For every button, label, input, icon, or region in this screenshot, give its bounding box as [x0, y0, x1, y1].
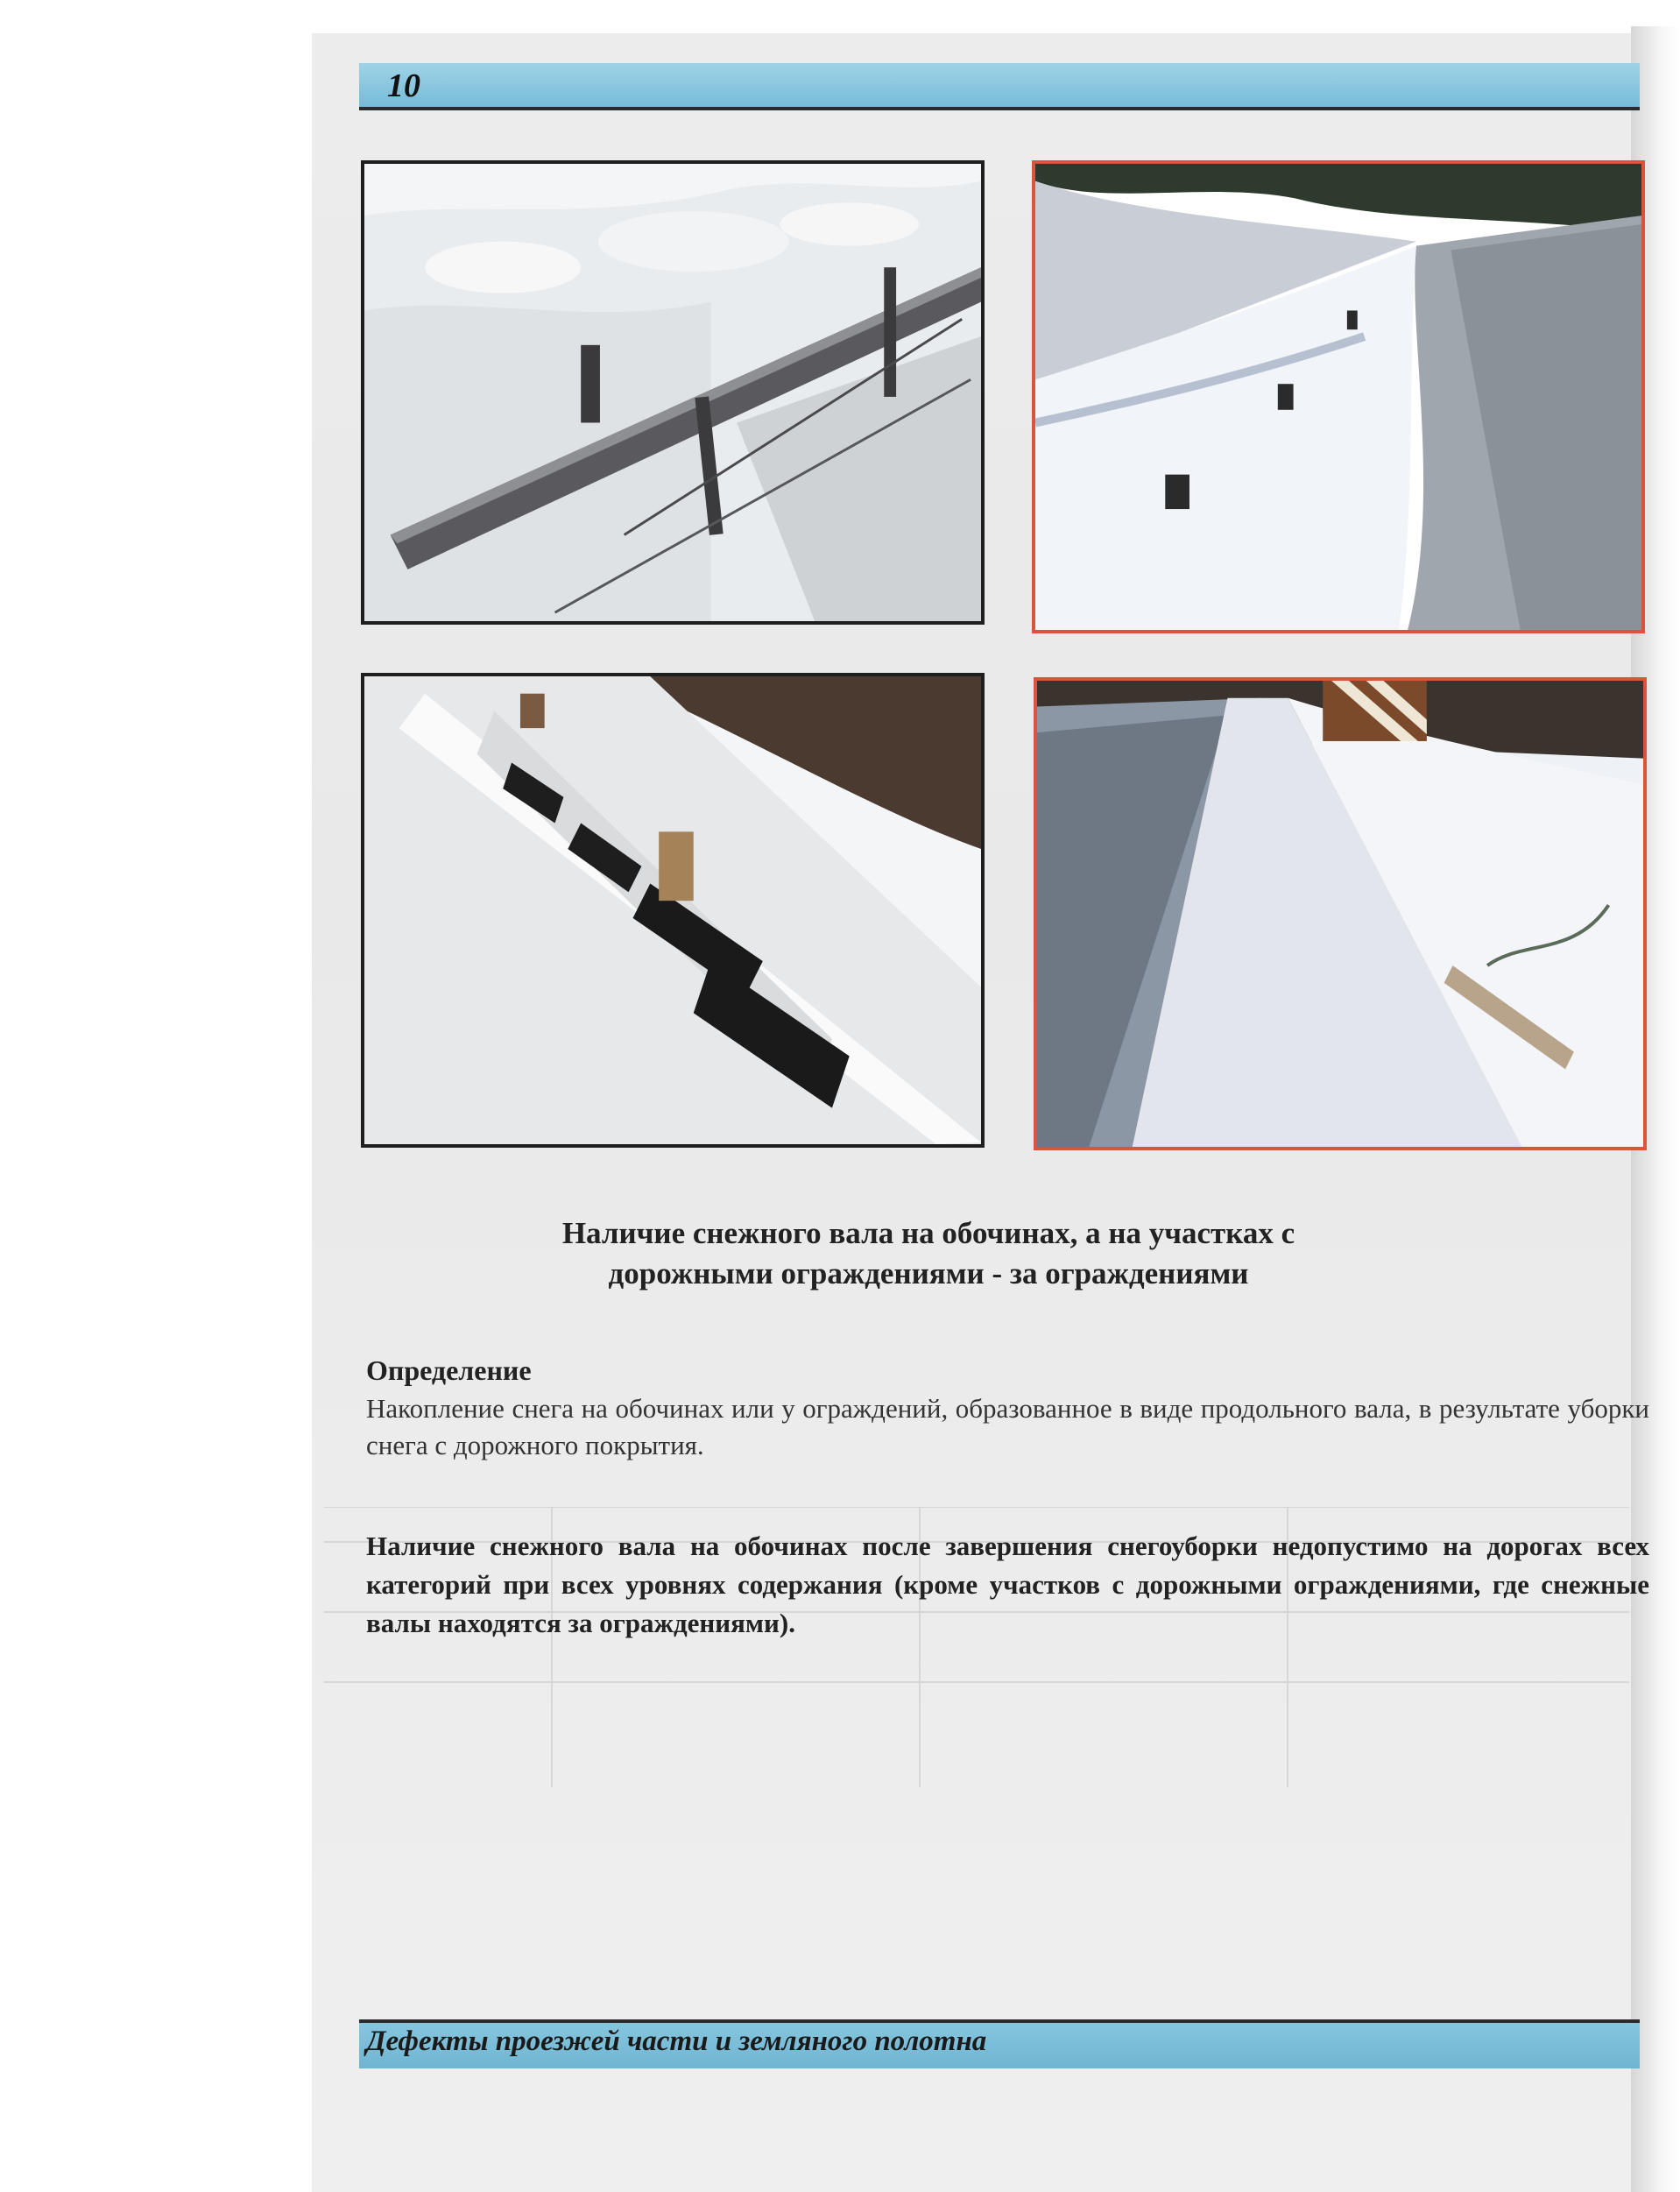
snow-bank-roadside-photo — [1032, 160, 1645, 633]
caption-line-1: Наличие снежного вала на обочинах, а на участках с — [561, 1216, 1295, 1250]
header-band — [359, 63, 1640, 110]
figure-caption — [403, 1213, 1454, 1294]
snow-bank-guardrail-photo — [361, 160, 985, 625]
snow-guardrail-striped-photo — [361, 673, 985, 1148]
requirement-text: Наличие снежного вала на обочинах после завершения снегоуборки недопустимо на дорогах всех категорий при всех уровнях содержания (кроме участков с дорожными ограждениями, где снежные валы находятся за ограждениями). — [366, 1531, 1649, 1638]
footer-section-title: Дефекты проезжей части и земляного полотна — [366, 2026, 987, 2057]
definition-heading: Определение — [366, 1354, 532, 1386]
page-number: 10 — [387, 67, 420, 104]
definition-text: Накопление снега на обочинах или у ограждений, образованное в виде продольного вала, в результате уборки снега с дорожного покрытия. — [366, 1393, 1649, 1460]
snow-bank-bridge-photo — [1034, 677, 1647, 1150]
caption-line-2: дорожными ограждениями - за ограждениями — [608, 1256, 1249, 1290]
